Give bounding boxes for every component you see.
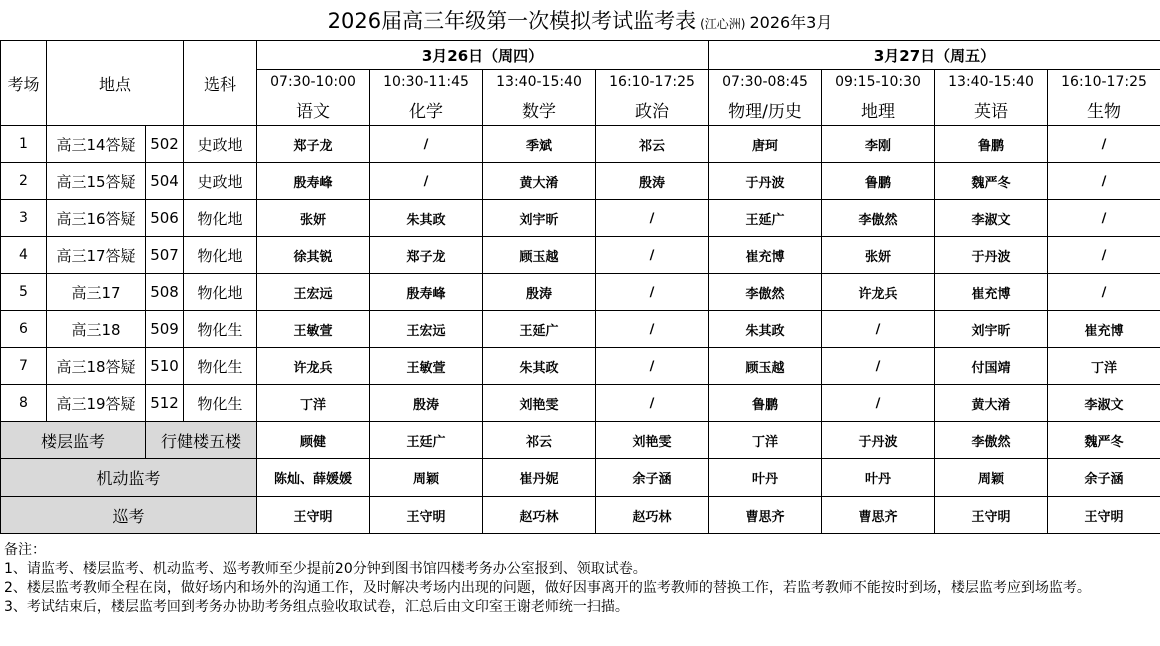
title-date: 2026年3月 [749,12,833,32]
mobile-proctor-name: 周颖 [935,459,1048,497]
room-rows [1,126,1160,422]
header-time: 07:30-08:45 [709,70,822,95]
proctor-name: 黄大淆 [935,385,1048,422]
proctor-table [0,40,1160,534]
header-time: 13:40-15:40 [483,70,596,95]
room-place: 高三17 [47,274,146,311]
room-number: 4 [1,237,47,274]
mobile-proctor-label: 机动监考 [1,459,257,497]
proctor-name: 祁云 [596,126,709,163]
room-place: 高三16答疑 [47,200,146,237]
proctor-name: 黄大淆 [483,163,596,200]
proctor-name: / [822,348,935,385]
room-place: 高三15答疑 [47,163,146,200]
room-code: 507 [146,237,184,274]
floor-proctor-name: 顾健 [257,422,370,459]
mobile-proctor-name: 叶丹 [822,459,935,497]
floor-proctor-place: 行健楼五楼 [146,422,257,459]
proctor-name: 付国靖 [935,348,1048,385]
room-code: 509 [146,311,184,348]
proctor-name: 刘艳雯 [483,385,596,422]
header-subject: 政治 [596,94,709,126]
room-place: 高三18 [47,311,146,348]
proctor-name: 崔充博 [1048,311,1160,348]
proctor-name: 鲁鹏 [935,126,1048,163]
header-subject: 生物 [1048,94,1160,126]
proctor-name: 李刚 [822,126,935,163]
sheet-title [0,0,1160,40]
subject-choice: 物化生 [184,311,257,348]
table-row [1,200,1160,237]
header-time: 16:10-17:25 [596,70,709,95]
proctor-name: 于丹波 [709,163,822,200]
proctor-name: 王宏远 [257,274,370,311]
header-subject: 物理/历史 [709,94,822,126]
proctor-name: 崔充博 [709,237,822,274]
proctor-name: 殷涛 [483,274,596,311]
floor-proctor-name: 祁云 [483,422,596,459]
table-row [1,274,1160,311]
proctor-name: / [1048,126,1160,163]
header-subject: 地理 [822,94,935,126]
room-code: 502 [146,126,184,163]
subject-choice: 物化地 [184,200,257,237]
subject-choice: 史政地 [184,163,257,200]
proctor-name: 郑子龙 [257,126,370,163]
proctor-name: / [596,200,709,237]
proctor-name: 于丹波 [935,237,1048,274]
header-subject-choice: 选科 [184,41,257,126]
room-place: 高三19答疑 [47,385,146,422]
mobile-proctor-row [1,459,1160,497]
proctor-name: 郑子龙 [370,237,483,274]
subject-choice: 物化地 [184,237,257,274]
proctor-name: 魏严冬 [935,163,1048,200]
notes-heading: 备注： [4,542,46,558]
proctor-name: 许龙兵 [822,274,935,311]
proctor-name: 王敏萱 [370,348,483,385]
title-location: (江心洲) [700,16,746,31]
proctor-name: 唐珂 [709,126,822,163]
note-item: 3、考试结束后，楼层监考回到考务办协助考务组点验收取试卷，汇总后由文印室王谢老师统一扫描。 [4,599,629,615]
proctor-name: / [596,274,709,311]
patrol-name: 曹思齐 [822,497,935,534]
header-time: 07:30-10:00 [257,70,370,95]
header-exam-room: 考场 [1,41,47,126]
floor-proctor-name: 于丹波 [822,422,935,459]
table-row [1,126,1160,163]
header-day-1: 3月26日（周四） [257,41,709,70]
room-number: 7 [1,348,47,385]
patrol-name: 王守明 [257,497,370,534]
room-number: 3 [1,200,47,237]
proctor-name: / [1048,274,1160,311]
room-number: 8 [1,385,47,422]
proctor-name: 李淑文 [935,200,1048,237]
mobile-proctor-name: 叶丹 [709,459,822,497]
mobile-proctor-name: 崔丹妮 [483,459,596,497]
room-code: 512 [146,385,184,422]
proctor-name: 丁洋 [1048,348,1160,385]
header-time: 13:40-15:40 [935,70,1048,95]
room-code: 510 [146,348,184,385]
floor-proctor-name: 王廷广 [370,422,483,459]
floor-proctor-name: 丁洋 [709,422,822,459]
header-subject: 语文 [257,94,370,126]
room-number: 6 [1,311,47,348]
proctor-name: 朱其政 [370,200,483,237]
patrol-name: 王守明 [935,497,1048,534]
proctor-name: 鲁鹏 [822,163,935,200]
proctor-name: / [370,126,483,163]
notes-section [4,541,1154,617]
proctor-name: 殷寿峰 [370,274,483,311]
room-place: 高三14答疑 [47,126,146,163]
proctor-name: / [822,311,935,348]
table-row [1,311,1160,348]
floor-proctor-name: 刘艳雯 [596,422,709,459]
header-time: 10:30-11:45 [370,70,483,95]
room-code: 506 [146,200,184,237]
proctor-name: 崔充博 [935,274,1048,311]
room-number: 2 [1,163,47,200]
header-place: 地点 [47,41,184,126]
proctor-name: / [822,385,935,422]
room-place: 高三17答疑 [47,237,146,274]
proctor-name: / [1048,200,1160,237]
proctor-name: 张妍 [257,200,370,237]
table-row [1,237,1160,274]
proctor-name: 殷涛 [370,385,483,422]
proctor-name: 李淑文 [1048,385,1160,422]
proctor-name: 刘宇昕 [483,200,596,237]
proctor-name: 王延广 [709,200,822,237]
header-subject: 数学 [483,94,596,126]
patrol-name: 王守明 [370,497,483,534]
table-row [1,348,1160,385]
proctor-name: / [1048,163,1160,200]
proctor-name: / [1048,237,1160,274]
proctor-name: 李傲然 [709,274,822,311]
proctor-name: 季斌 [483,126,596,163]
proctor-name: 鲁鹏 [709,385,822,422]
room-code: 508 [146,274,184,311]
proctor-name: 殷涛 [596,163,709,200]
proctor-name: 王敏萱 [257,311,370,348]
proctor-name: 丁洋 [257,385,370,422]
room-code: 504 [146,163,184,200]
patrol-name: 赵巧林 [596,497,709,534]
proctor-name: 徐其锐 [257,237,370,274]
mobile-proctor-name: 余子涵 [596,459,709,497]
proctor-name: 李傲然 [822,200,935,237]
proctor-name: 殷寿峰 [257,163,370,200]
proctor-name: 王宏远 [370,311,483,348]
proctor-name: / [596,348,709,385]
proctor-name: 刘宇昕 [935,311,1048,348]
title-main: 2026届高三年级第一次模拟考试监考表 [327,9,697,33]
note-item: 1、请监考、楼层监考、机动监考、巡考教师至少提前20分钟到图书馆四楼考务办公室报到、领取试卷。 [4,561,647,577]
header-time: 09:15-10:30 [822,70,935,95]
proctor-name: 顾玉越 [709,348,822,385]
room-place: 高三18答疑 [47,348,146,385]
proctor-name: 张妍 [822,237,935,274]
floor-proctor-name: 魏严冬 [1048,422,1160,459]
floor-proctor-row [1,422,1160,459]
patrol-row [1,497,1160,534]
mobile-proctor-name: 周颖 [370,459,483,497]
room-number: 1 [1,126,47,163]
mobile-proctor-name: 余子涵 [1048,459,1160,497]
proctor-name: 朱其政 [709,311,822,348]
proctor-name: / [596,385,709,422]
floor-proctor-label: 楼层监考 [1,422,146,459]
proctor-name: 顾玉越 [483,237,596,274]
proctor-name: 许龙兵 [257,348,370,385]
floor-proctor-name: 李傲然 [935,422,1048,459]
subject-choice: 物化地 [184,274,257,311]
header-day-2: 3月27日（周五） [709,41,1160,70]
proctor-name: / [370,163,483,200]
proctor-name: / [596,237,709,274]
note-item: 2、楼层监考教师全程在岗，做好场内和场外的沟通工作，及时解决考场内出现的问题，做好因事离开的监考教师的替换工作，若监考教师不能按时到场，楼层监考应到场监考。 [4,580,1091,596]
patrol-name: 曹思齐 [709,497,822,534]
proctor-name: / [596,311,709,348]
room-number: 5 [1,274,47,311]
proctor-name: 朱其政 [483,348,596,385]
proctor-name: 王延广 [483,311,596,348]
table-row [1,385,1160,422]
patrol-label: 巡考 [1,497,257,534]
patrol-name: 王守明 [1048,497,1160,534]
subject-choice: 物化生 [184,385,257,422]
mobile-proctor-name: 陈灿、薛媛媛 [257,459,370,497]
header-subject: 化学 [370,94,483,126]
subject-choice: 史政地 [184,126,257,163]
patrol-name: 赵巧林 [483,497,596,534]
subject-choice: 物化生 [184,348,257,385]
table-row [1,163,1160,200]
header-subject: 英语 [935,94,1048,126]
header-time: 16:10-17:25 [1048,70,1160,95]
